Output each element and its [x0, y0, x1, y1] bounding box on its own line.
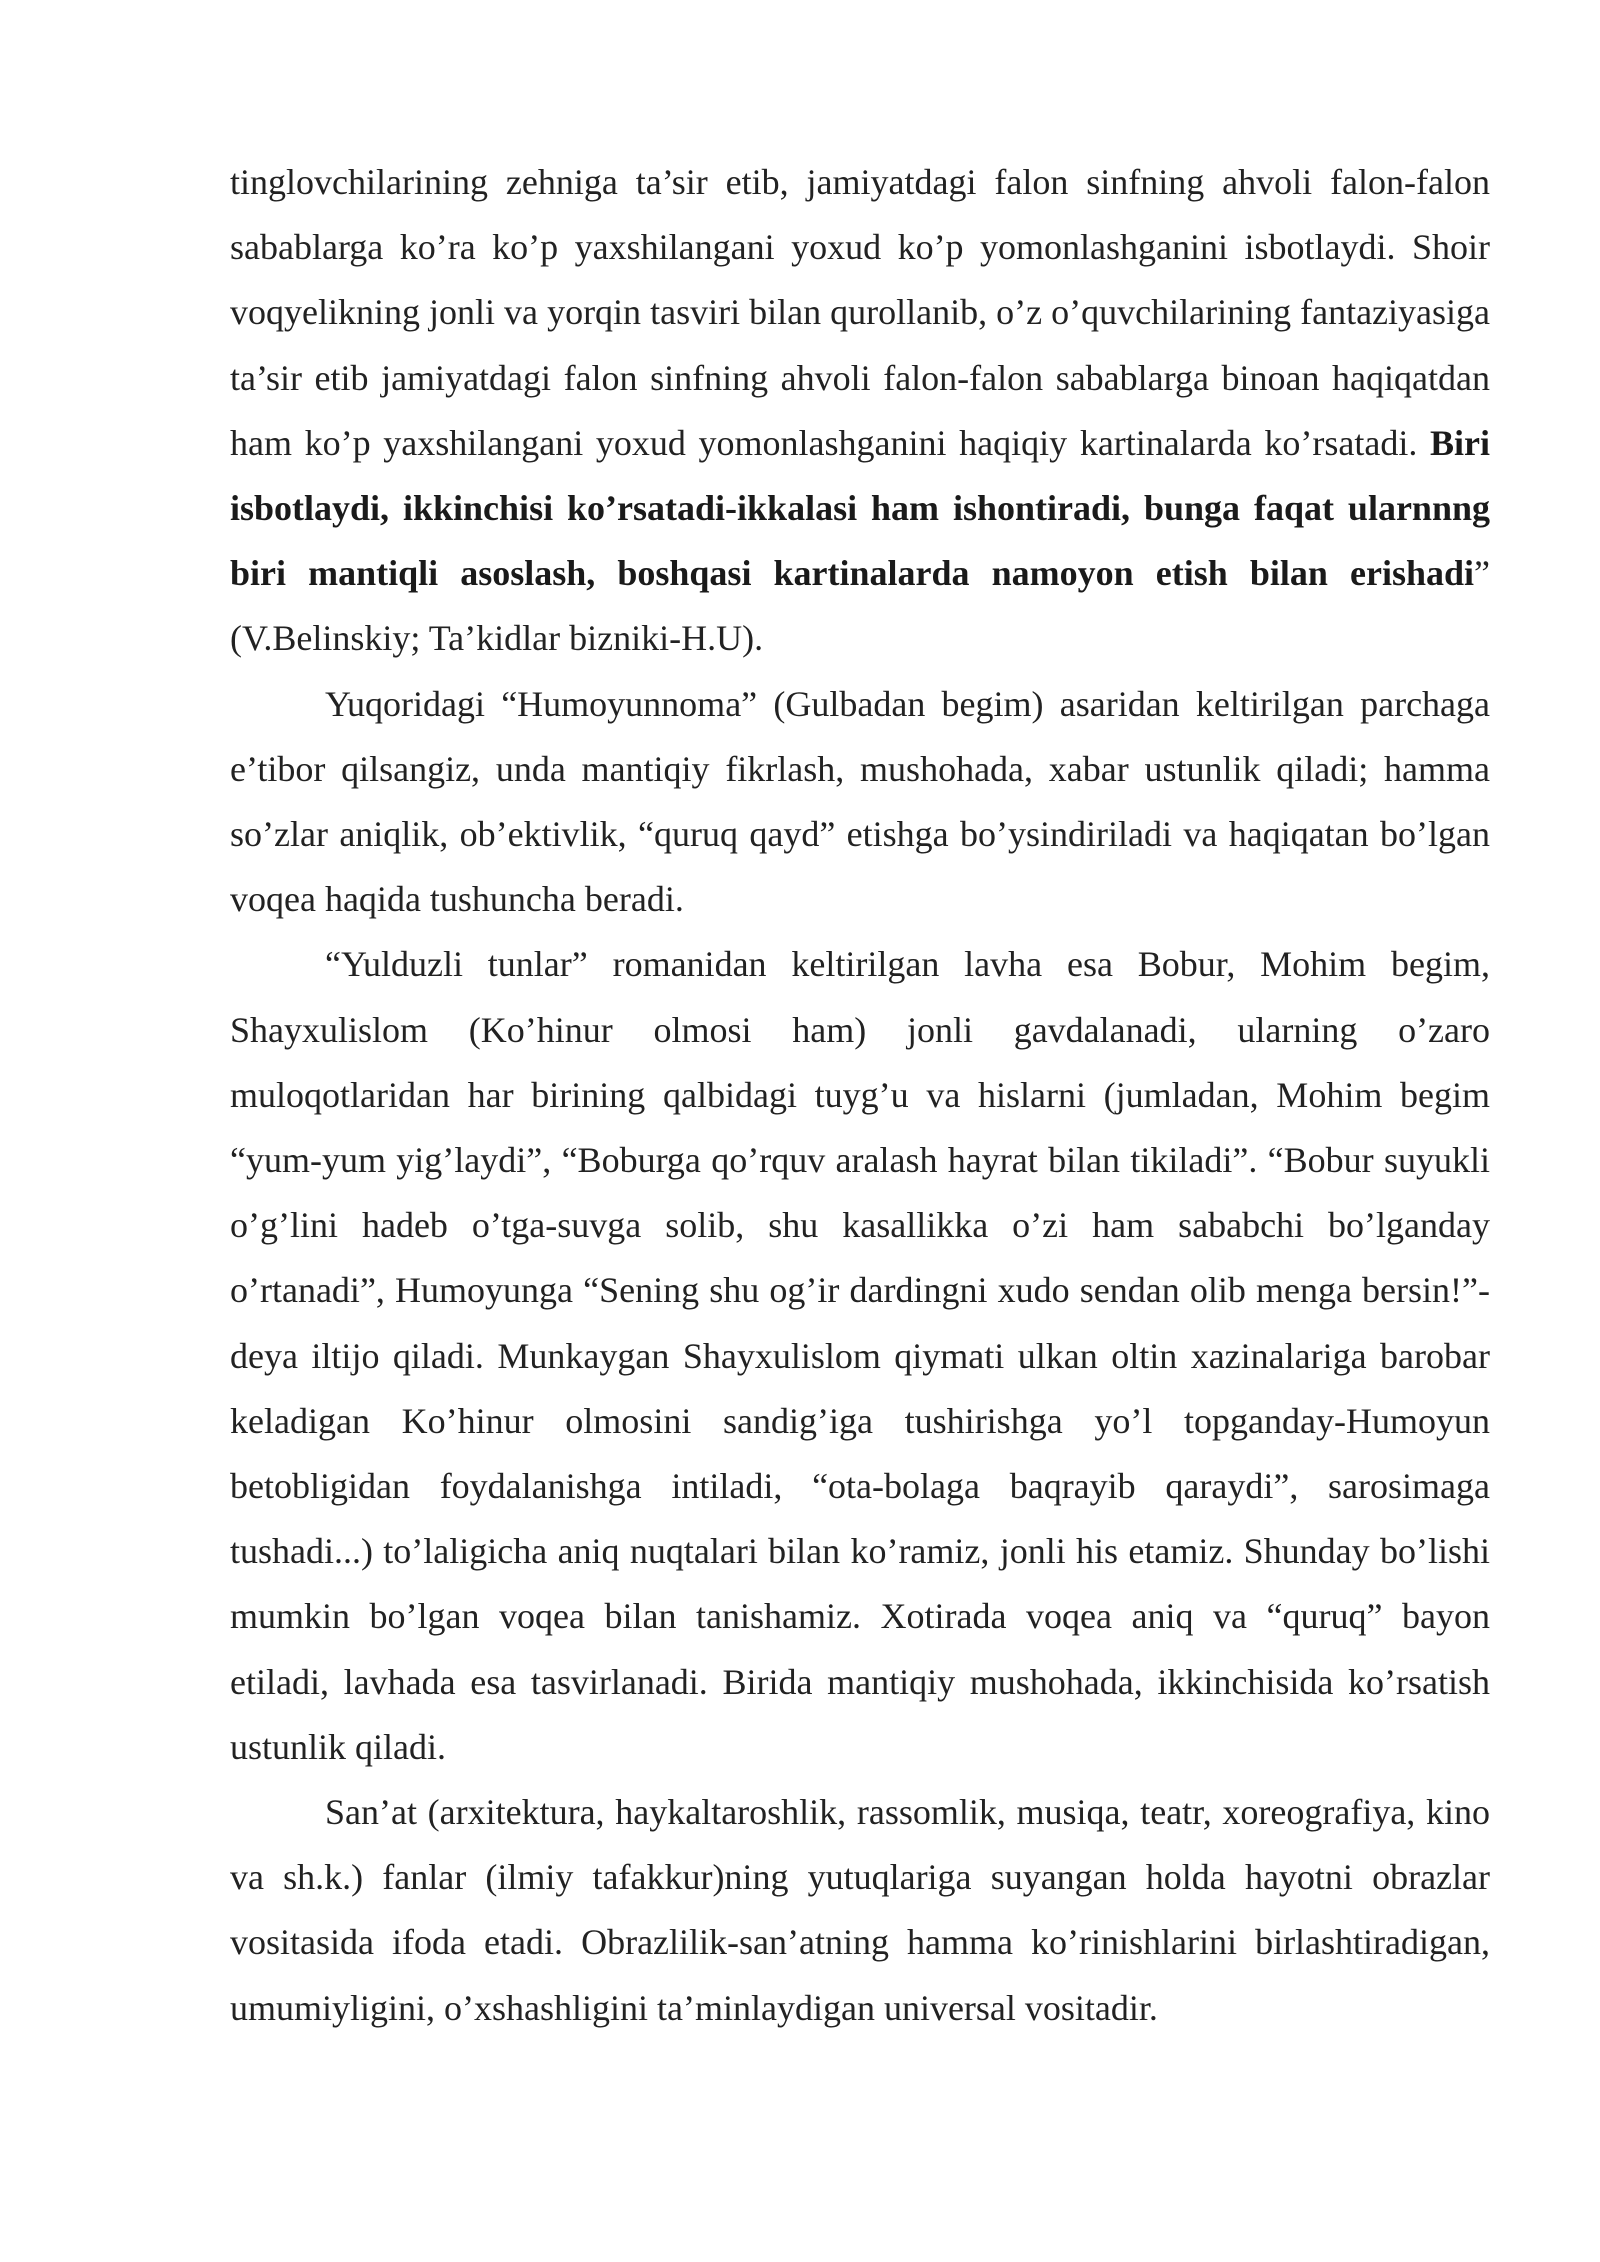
paragraph-3-text: “Yulduzli tunlar” romanidan keltirilgan lavha esa Bobur, Mohim begim, Shayxulislom (Ko’hinur olmosi ham) jonli gavdalanadi, ularning o’zaro muloqotlaridan har birining qalbidagi tuyg’u va hislarni (jumladan, Mohim begim “yum-yum yig’laydi”, “Boburga qo’rquv aralash hayrat bilan tikiladi”. “Bobur suyukli o’g’lini hadeb o’tga-suvga solib, shu kasallikka o’zi ham sababchi bo’lganday o’rtanadi”, Humoyunga “Sening shu og’ir dardingni xudo sendan olib menga bersin!”-deya iltijo qiladi. Munkaygan Shayxulislom qiymati ulkan oltin xazinalariga barobar keladigan Ko’hinur olmosini sandig’iga tushirishga yo’l topganday-Humoyun betobligidan foydalanishga intiladi, “ota-bolaga baqrayib qaraydi”, sarosimaga tushadi...) to’laligicha aniq nuqtalari bilan ko’ramiz, jonli his etamiz. Shunday bo’lishi mumkin bo’lgan voqea bilan tanishamiz. Xotirada voqea aniq va “quruq” bayon etiladi, lavhada esa tasvirlanadi. Birida mantiqiy mushohada, ikkinchisida ko’rsatish ustunlik qiladi.	[230, 944, 1490, 1767]
paragraph-4-text: San’at (arxitektura, haykaltaroshlik, rassomlik, musiqa, teatr, xoreografiya, kino va sh.k.) fanlar (ilmiy tafakkur)ning yutuqlariga suyangan holda hayotni obrazlar vositasida ifoda etadi. Obrazlilik-san’atning hamma ko’rinishlarini birlashtiradigan, umumiyligini, o’xshashligini ta’minlaydigan universal vositadir.	[230, 1792, 1490, 2028]
paragraph-2	[230, 672, 1490, 933]
paragraph-4	[230, 1780, 1490, 2041]
paragraph-3	[230, 932, 1490, 1780]
paragraph-1-bold-quote: Biri isbotlaydi, ikkinchisi ko’rsatadi-ikkalasi ham ishontiradi, bunga faqat ularnnng biri mantiqli asoslash, boshqasi kartinalarda namoyon etish bilan erishadi	[230, 422, 1490, 594]
paragraph-1	[230, 150, 1490, 672]
document-page	[230, 150, 1490, 2041]
paragraph-2-text: Yuqoridagi “Humoyunnoma” (Gulbadan begim) asaridan keltirilgan parchaga e’tibor qilsangiz, unda mantiqiy fikrlash, mushohada, xabar ustunlik qiladi; hamma so’zlar aniqlik, ob’ektivlik, “quruq qayd” etishga bo’ysindiriladi va haqiqatan bo’lgan voqea haqida tushuncha beradi.	[230, 683, 1490, 920]
paragraph-1-text: tinglovchilarining zehniga ta’sir etib, jamiyatdagi falon sinfning ahvoli falon-falon sabablarga ko’ra ko’p yaxshilangani yoxud ko’p yomonlashganini isbotlaydi. Shoir voqyelikning jonli va yorqin tasviri bilan qurollanib, o’z o’quvchilarining fantaziyasiga ta’sir etib jamiyatdagi falon sinfning ahvoli falon-falon sabablarga binoan haqiqatdan ham ko’p yaxshilangani yoxud yomonlashganini haqiqiy kartinalarda ko’rsatadi.	[230, 162, 1490, 463]
paragraph-1-citation: ” (V.Belinskiy; Ta’kidlar bizniki-H.U).	[230, 553, 1490, 659]
